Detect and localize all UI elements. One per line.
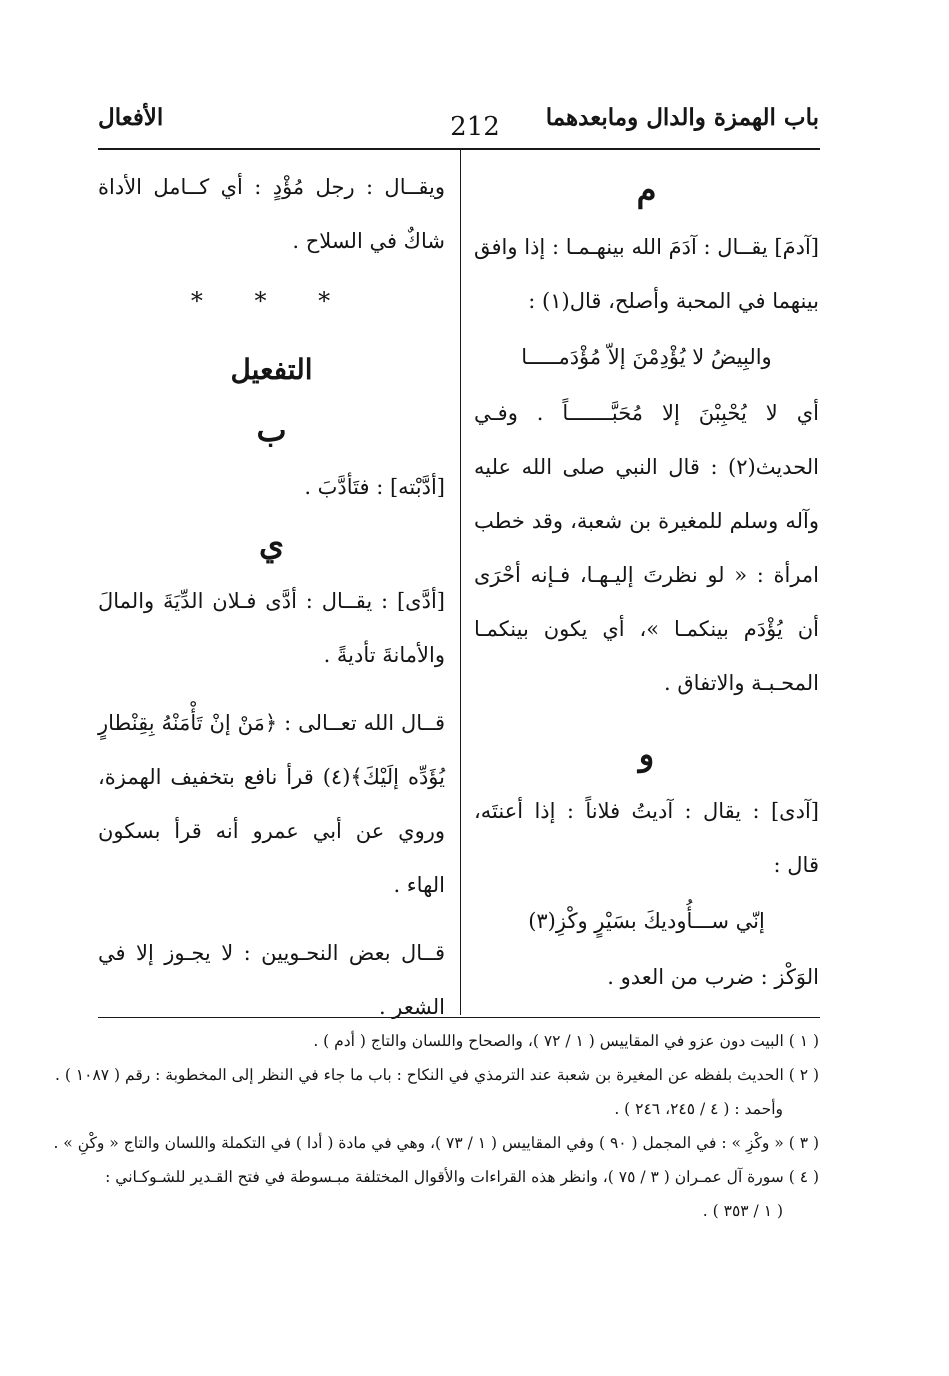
entry-wakz: الوَكْز : ضرب من العدو . (607, 965, 819, 989)
footnote-1: ( ١ ) البيت دون عزو في المقاييس ( ١ / ٧٢ )، والصحاح واللسان والتاج ( أدم ) . (313, 1032, 819, 1050)
footnote-2: ( ٢ ) الحديث بلفظه عن المغيرة بن شعبة عند الترمذي في النكاح : باب ما جاء في النظر إلى المخطوبة : رقم ( ١٠٨٧ ) . (54, 1066, 819, 1084)
footnote-rule (98, 1017, 820, 1018)
header-right-title: باب الهمزة والدال ومابعدهما (545, 104, 819, 131)
footnote-4-continued: ( ١ / ٣٥٣ ) . (702, 1202, 783, 1220)
page-number: 212 (450, 112, 500, 142)
footnote-4: ( ٤ ) سورة آل عمـران ( ٣ / ٧٥ )، وانظر هذه القراءات والأقوال المختلفة مبـسوطة في فتح القـدير للشـوكـاني : (105, 1168, 819, 1186)
letter-heading-ba: ب (256, 411, 287, 449)
entry-grammarians: قــال بعض النحـويين : لا يجـوز إلا في الشعر . (98, 941, 445, 1019)
letter-heading-ya: ي (258, 525, 285, 563)
entry-adama-hadith: أي لا يُحْبِبْنَ إلا مُحَبَّـــــــاً . وفـي الحديث(٢) : قال النبي صلى الله عليه وآله وسلم للمغيرة بن شعبة، وقد خطب امرأة : « لو نظرتَ إليـهـا، فـإنه أحْرَى أن يُؤْدَم بينكمـا »، أي يكون بينكمـا المحـبـة والاتفاق . (474, 401, 819, 695)
entry-muad: ويقــال : رجل مُؤْدٍ : أي كــامل الأداة شاكٌ في السلاح . (98, 175, 445, 253)
entry-adama: [آدمَ] يقــال : آدَمَ الله بينهـمـا : إذا وافق بينهما في المحبة وأصلح، قال(١) : (474, 235, 819, 313)
left-column (98, 160, 445, 1034)
verse-line: والبِيضُ لا يُؤْدِمْنَ إلاّ مُؤْدَمـــــا (521, 345, 772, 369)
entry-addabtuh: [أدَّبْته] : فتَأدَّبَ . (304, 475, 445, 499)
footnote-2-continued: وأحمد : ( ٤ / ٢٤٥، ٢٤٦ ) . (614, 1100, 783, 1118)
verse-line: إنّي ســـأُوديكَ بسَيْرٍ وكْزِ(٣) (528, 909, 765, 933)
entry-adda: [أدَّى] : يقــال : أدَّى فـلان الدِّيَةَ والمالَ والأمانةَ تأديةً . (98, 589, 445, 667)
entry-ada: [آدى] : يقال : آديتُ فلاناً : إذا أعنتَه، قال : (474, 799, 819, 877)
column-divider (460, 149, 461, 1015)
section-title: التفعيل (230, 353, 313, 386)
right-column (474, 160, 819, 1004)
footnotes (53, 1024, 819, 1228)
header-rule (98, 148, 820, 150)
header-left-title: الأفعال (98, 104, 164, 131)
section-separator: * * * (190, 287, 353, 315)
letter-heading-mim: م (636, 171, 657, 209)
footnote-3: ( ٣ ) « وكْزِ » : في المجمل ( ٩٠ ) وفي المقاييس ( ١ / ٧٣ )، وهي في مادة ( أدا ) في التكملة واللسان والتاج « وكْنِ » . (53, 1134, 819, 1152)
letter-heading-waw: و (638, 735, 655, 773)
entry-quran-quote: قــال الله تعــالى : ﴿مَنْ إنْ تَأْمَنْهُ بِقِنْطارٍ يُؤَدِّه إلَيْكَ﴾(٤) قرأ نافع بتخفيف الهمزة، وروي عن أبي عمرو أنه قرأ بسكون الهاء . (98, 711, 445, 897)
